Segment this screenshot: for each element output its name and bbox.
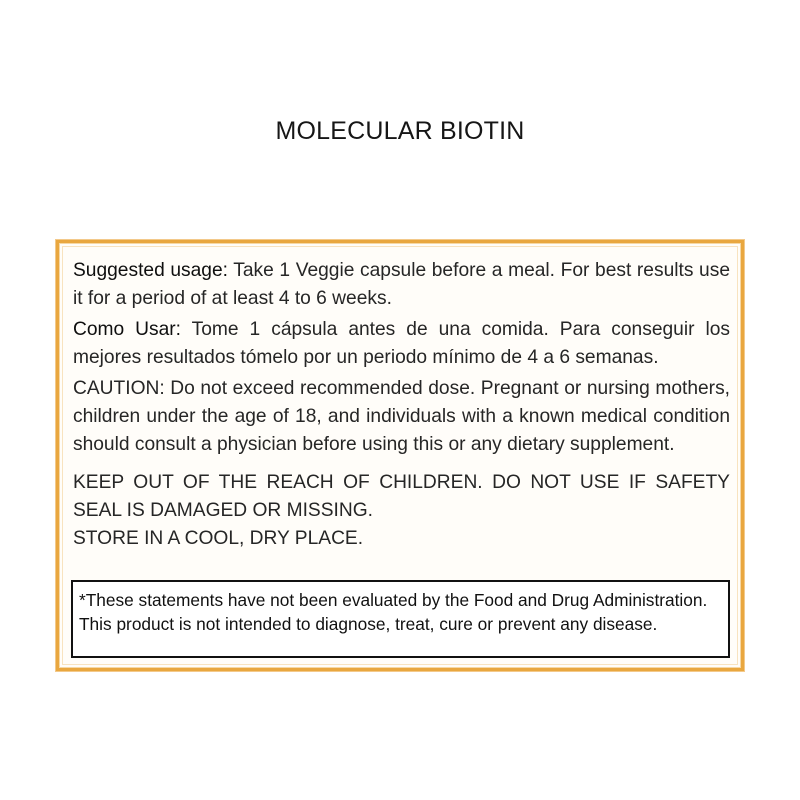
storage-instruction: STORE IN A COOL, DRY PLACE.	[73, 528, 364, 549]
label-content	[73, 257, 730, 553]
suggested-usage-text: Take 1 Veggie capsule before a meal. For best results use it for a period of at least 4 to 6 weeks.	[73, 260, 730, 309]
como-usar-heading: Como Usar:	[73, 319, 182, 340]
warnings-block	[73, 469, 730, 553]
fda-disclaimer-box	[71, 580, 730, 658]
fda-disclaimer-text: *These statements have not been evaluated by the Food and Drug Administration. This product is not intended to diagnose, treat, cure or prevent any disease.	[79, 590, 708, 634]
label-frame	[56, 240, 744, 671]
suggested-usage-heading: Suggested usage:	[73, 260, 228, 281]
keep-out-warning: KEEP OUT OF THE REACH OF CHILDREN. DO NOT USE IF SAFETY SEAL IS DAMAGED OR MISSING.	[73, 472, 730, 521]
caution-paragraph: CAUTION: Do not exceed recommended dose. Pregnant or nursing mothers, children under the age of 18, and individuals with a known medical condition should consult a physician before using this or any dietary supplement.	[73, 378, 730, 455]
product-title: MOLECULAR BIOTIN	[275, 117, 525, 145]
suggested-usage-paragraph	[73, 257, 730, 313]
como-usar-paragraph	[73, 316, 730, 372]
como-usar-text: Tome 1 cápsula antes de una comida. Para conseguir los mejores resultados tómelo por un periodo mínimo de 4 a 6 semanas.	[73, 319, 730, 368]
